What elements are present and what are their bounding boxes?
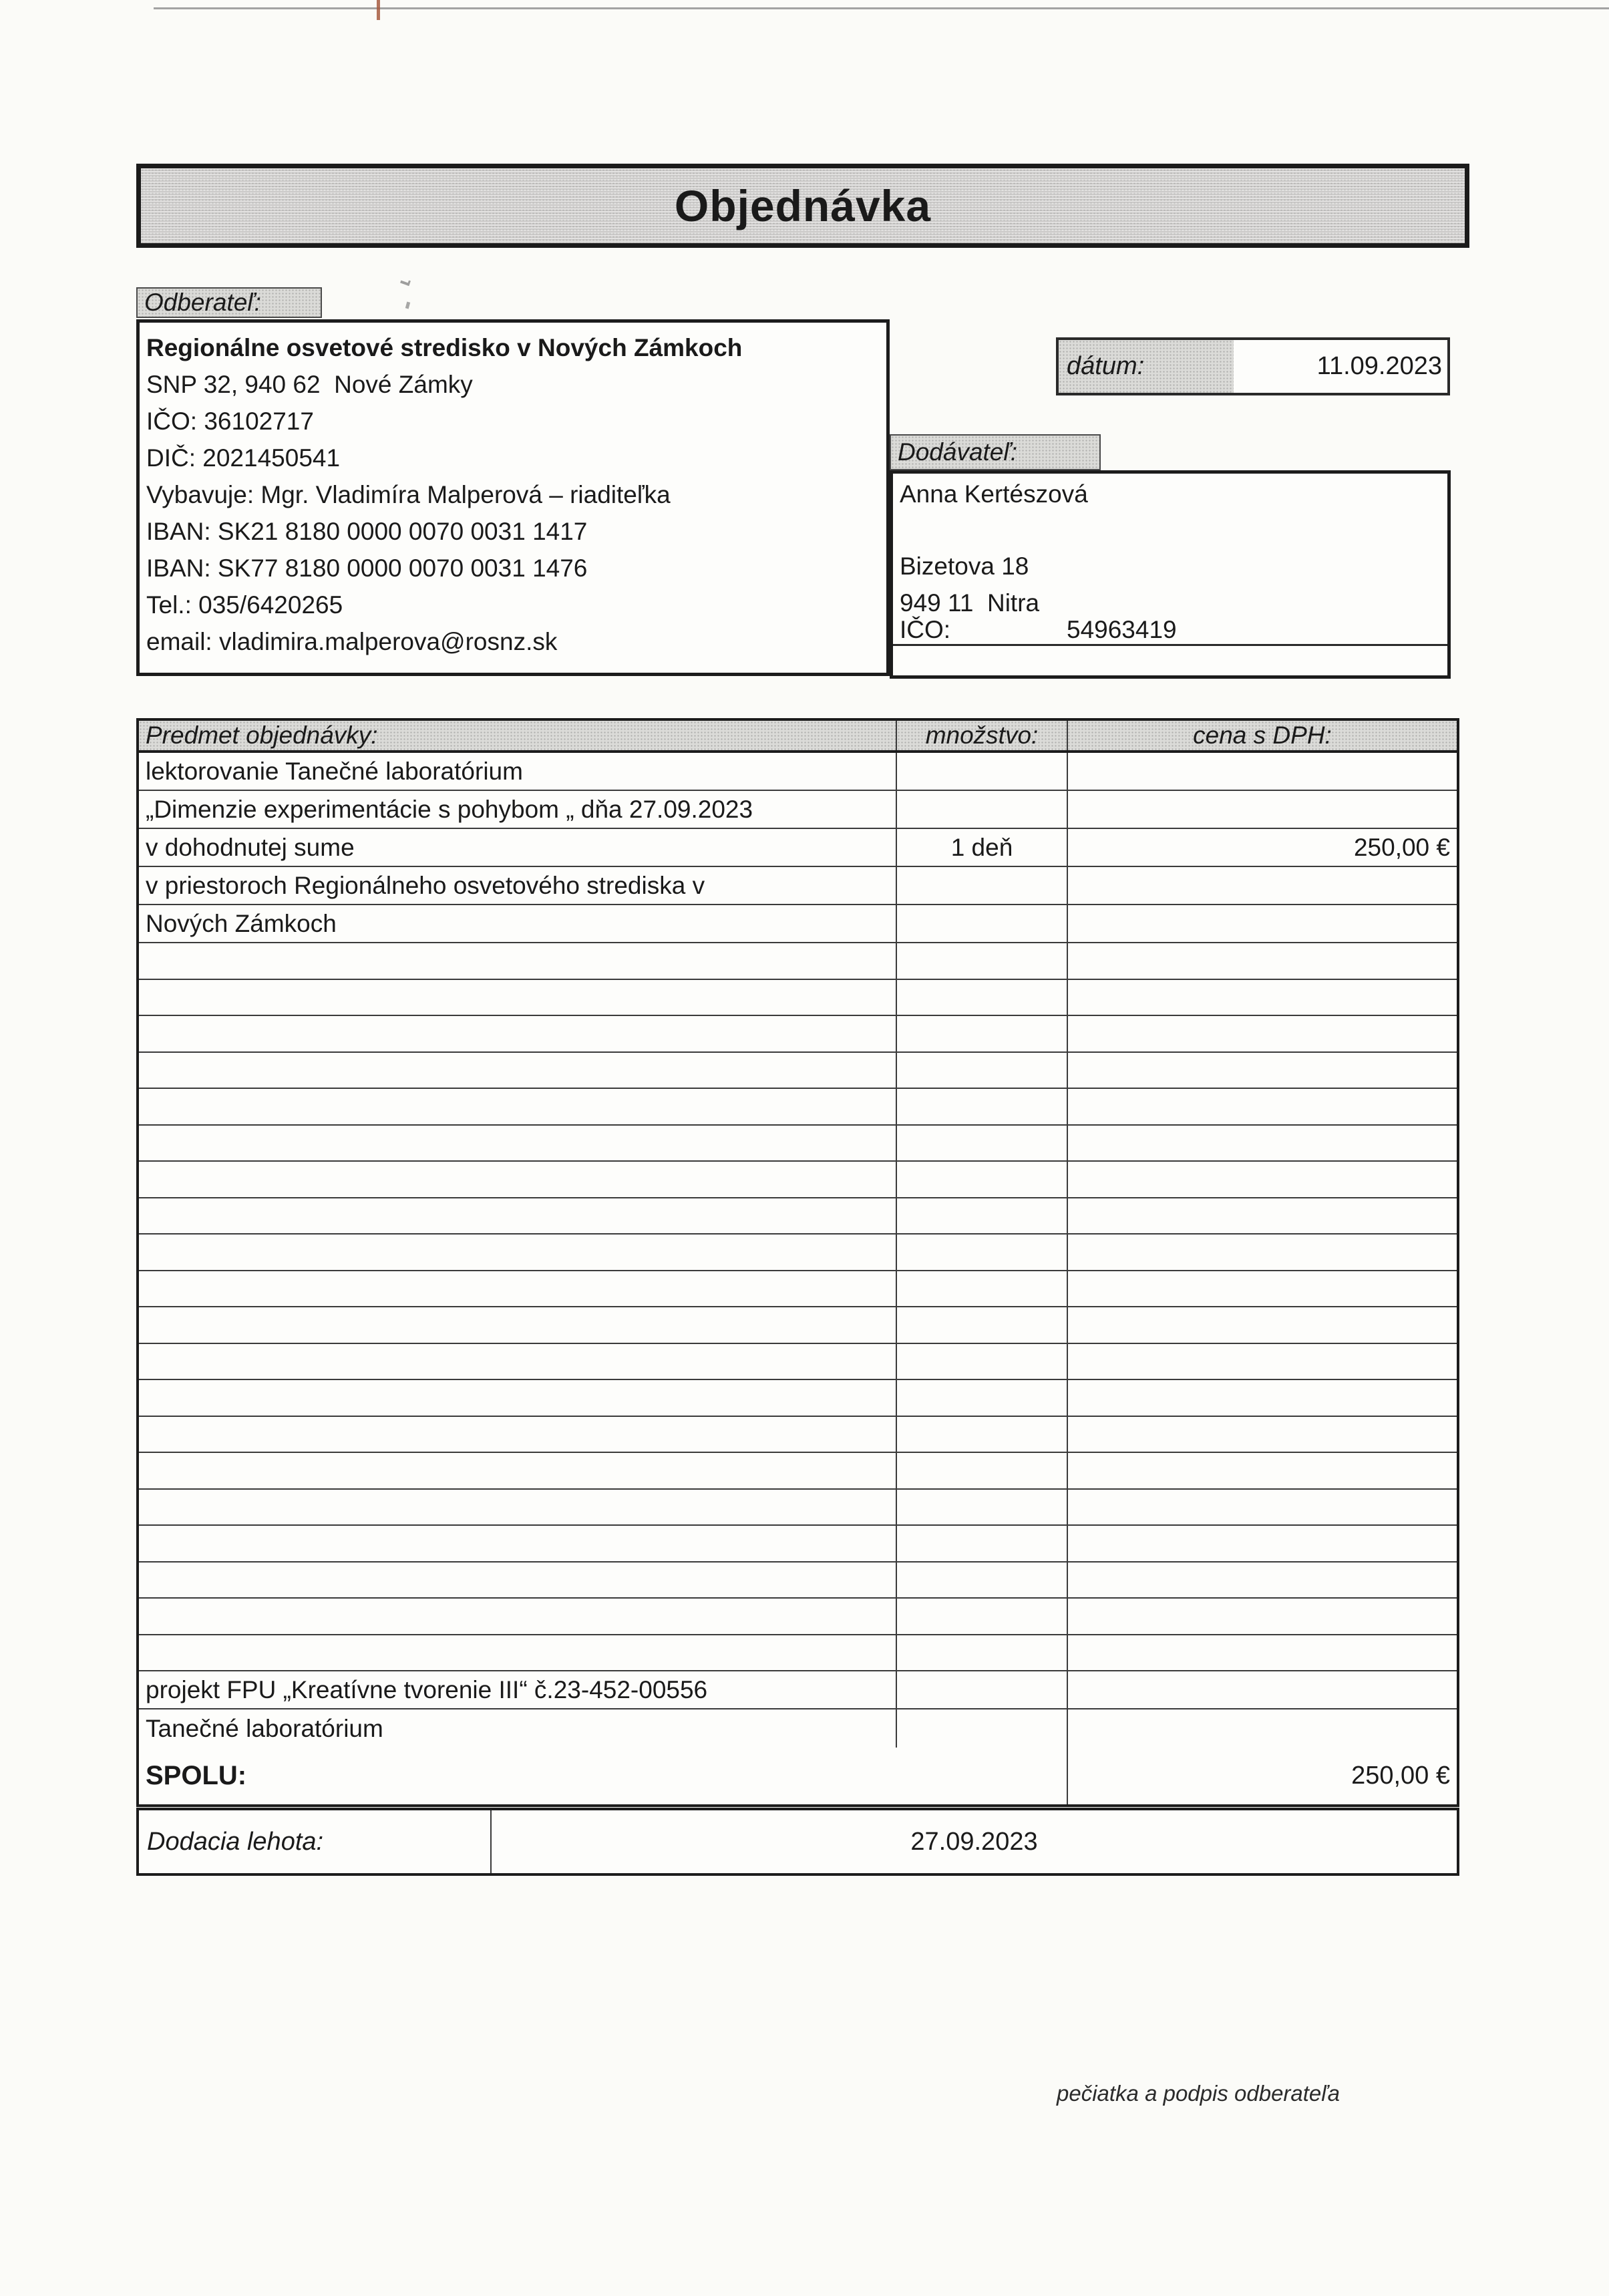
scan-artifact-tick [377,0,380,20]
customer-section-label: Odberateľ: [136,287,322,318]
table-row-item [139,867,1457,905]
date-value: 11.09.2023 [1316,352,1442,380]
table-cell-quantity [896,1490,1068,1525]
table-cell-quantity: 1 deň [896,829,1068,866]
table-row-empty [139,1490,1457,1526]
total-row [139,1748,1457,1804]
header-subject: Predmet objednávky: [146,721,378,749]
customer-phone: Tel.: 035/6420265 [146,591,343,619]
table-row-empty [139,1417,1457,1454]
table-cell-price [1068,1526,1457,1561]
table-row-empty [139,1344,1457,1381]
table-cell-quantity [896,1053,1068,1088]
table-cell-quantity [896,867,1068,904]
table-cell-subject: Tanečné laboratórium [146,1714,383,1742]
table-cell-price [1068,1380,1457,1416]
table-cell-quantity [896,980,1068,1015]
table-cell-price [1068,1490,1457,1525]
table-cell-subject: Nových Zámkoch [146,909,337,937]
table-cell-price: 250,00 € [1353,833,1450,861]
table-cell-price [1068,1198,1457,1234]
customer-handler: Vybavuje: Mgr. Vladimíra Malperová – riaditeľka [146,481,671,508]
supplier-ico-value: 54963419 [1067,616,1177,643]
customer-iban-2: IBAN: SK77 8180 0000 0070 0031 1476 [146,554,588,582]
table-cell-quantity [896,1089,1068,1124]
table-cell-quantity [896,905,1068,942]
table-cell-subject: lektorovanie Tanečné laboratórium [146,757,523,785]
table-cell-price [1068,867,1457,904]
table-cell-price [1068,1563,1457,1598]
table-cell-price [1068,753,1457,790]
table-cell-price [1068,1235,1457,1270]
table-header-row [139,721,1457,753]
document-title: Objednávka [674,181,932,230]
table-cell-price [1068,1453,1457,1488]
scan-artifact-line [154,7,1609,9]
table-cell-price [1068,1344,1457,1379]
stamp-signature-note: pečiatka a podpis odberateľa [1057,2081,1340,2106]
table-cell-price [1068,943,1457,979]
table-row-item [139,905,1457,943]
table-cell-subject: v dohodnutej sume [146,833,355,861]
customer-details-box [136,319,890,676]
table-cell-quantity [896,1344,1068,1379]
customer-iban-1: IBAN: SK21 8180 0000 0070 0031 1417 [146,518,588,545]
table-cell-price [1068,1307,1457,1343]
table-cell-price [1068,1709,1457,1748]
customer-dic: DIČ: 2021450541 [146,444,341,472]
table-cell-subject: „Dimenzie experimentácie s pohybom „ dňa 27.09.2023 [146,795,753,823]
table-cell-quantity [896,1453,1068,1488]
delivery-label: Dodacia lehota: [139,1810,492,1873]
table-cell-price [1068,1271,1457,1307]
table-cell-quantity [896,753,1068,790]
table-cell-quantity [896,1162,1068,1197]
total-value: 250,00 € [1351,1762,1450,1790]
table-row-note [139,1671,1457,1709]
table-row-empty [139,1198,1457,1235]
total-spacer-cell [896,1748,1068,1804]
table-cell-quantity [896,1016,1068,1051]
table-cell-quantity [896,1380,1068,1416]
customer-address: SNP 32, 940 62 Nové Zámky [146,371,473,398]
table-cell-quantity [896,1235,1068,1270]
table-cell-price [1068,1053,1457,1088]
table-cell-quantity [896,1307,1068,1343]
supplier-box-divider [893,644,1447,646]
table-row-item [139,753,1457,791]
table-cell-price [1068,1671,1457,1708]
supplier-city: 949 11 Nitra [900,589,1040,617]
table-cell-quantity [896,791,1068,828]
table-row-empty [139,943,1457,980]
table-cell-quantity [896,1271,1068,1307]
document-title-box [136,164,1469,248]
supplier-street: Bizetova 18 [900,552,1029,580]
supplier-section-label: Dodávateľ: [890,434,1101,470]
table-cell-price [1068,1126,1457,1161]
table-cell-price [1068,1089,1457,1124]
table-cell-quantity [896,1198,1068,1234]
date-label: dátum: [1059,340,1234,393]
table-row-empty [139,1635,1457,1672]
table-cell-quantity [896,1599,1068,1634]
table-row-empty [139,1307,1457,1344]
scan-artifact-mark [400,278,411,286]
table-row-empty [139,980,1457,1017]
table-cell-price [1068,1599,1457,1634]
table-cell-quantity [896,1671,1068,1708]
scan-artifact-mark [405,302,410,309]
table-row-item [139,829,1457,867]
table-cell-quantity [896,943,1068,979]
supplier-name: Anna Kertészová [900,480,1088,508]
table-row-empty [139,1126,1457,1162]
customer-email: email: vladimira.malperova@rosnz.sk [146,628,558,655]
table-cell-price [1068,1162,1457,1197]
table-row-empty [139,1563,1457,1599]
table-cell-price [1068,1016,1457,1051]
table-cell-price [1068,905,1457,942]
table-row-empty [139,1526,1457,1563]
table-cell-subject: projekt FPU „Kreatívne tvorenie III“ č.23-452-00556 [146,1675,708,1703]
table-row-empty [139,1380,1457,1417]
customer-name: Regionálne osvetové stredisko v Nových Zámkoch [146,334,743,361]
delivery-value: 27.09.2023 [910,1827,1038,1856]
table-cell-quantity [896,1526,1068,1561]
table-row-note [139,1709,1457,1748]
table-cell-price [1068,1417,1457,1452]
table-cell-quantity [896,1635,1068,1671]
table-row-empty [139,1053,1457,1090]
table-cell-price [1068,980,1457,1015]
order-items-table [136,718,1459,1807]
table-row-empty [139,1271,1457,1308]
table-row-empty [139,1453,1457,1490]
table-row-empty [139,1089,1457,1126]
delivery-deadline-row [136,1808,1459,1876]
table-cell-subject: v priestoroch Regionálneho osvetového strediska v [146,871,705,899]
table-cell-quantity [896,1563,1068,1598]
table-cell-quantity [896,1126,1068,1161]
date-field [1056,337,1450,395]
table-row-empty [139,1599,1457,1635]
total-label: SPOLU: [146,1761,247,1790]
table-row-empty [139,1016,1457,1053]
table-row-empty [139,1162,1457,1198]
supplier-details-box [890,470,1451,679]
table-body [139,753,1457,1748]
customer-ico: IČO: 36102717 [146,407,314,435]
table-cell-price [1068,791,1457,828]
header-price: cena s DPH: [1193,721,1332,749]
supplier-ico-label: IČO: [900,616,951,643]
table-row-item [139,791,1457,829]
table-cell-price [1068,1635,1457,1671]
header-quantity: množstvo: [896,721,1068,750]
table-row-empty [139,1235,1457,1271]
table-cell-quantity [896,1709,1068,1748]
table-cell-quantity [896,1417,1068,1452]
